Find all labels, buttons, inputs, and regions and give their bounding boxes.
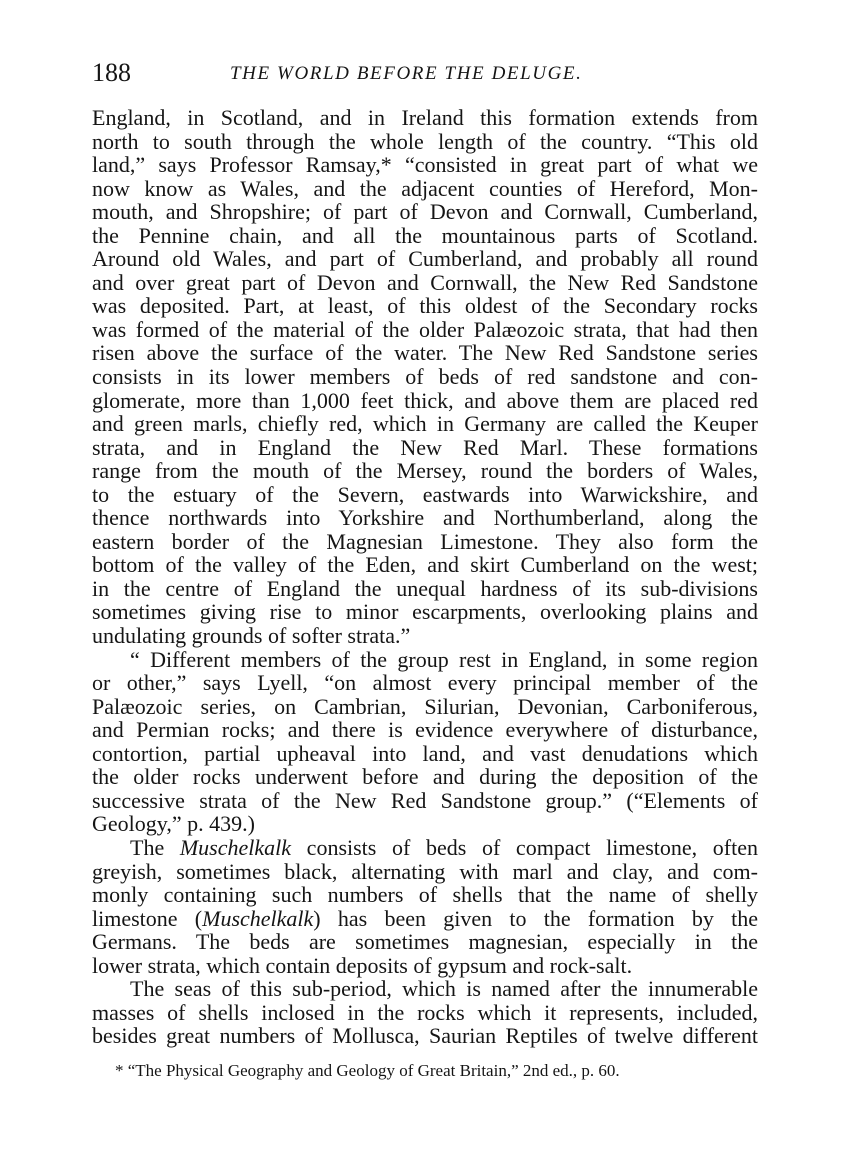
paragraph-4	[92, 977, 758, 1048]
text-line: the Pennine chain, and all the mountainous parts of Scotland.	[92, 222, 758, 248]
text-line: undulating grounds of softer strata.”	[92, 623, 411, 649]
text-line: range from the mouth of the Mersey, round the borders of Wales,	[92, 458, 758, 484]
text-line: Germans. The beds are sometimes magnesian, especially in the	[92, 929, 758, 955]
text-line: now know as Wales, and the adjacent counties of Hereford, Mon-	[92, 175, 758, 201]
text-line: or other,” says Lyell, “on almost every principal member of the	[92, 670, 758, 696]
text-line: mouth, and Shropshire; of part of Devon and Cornwall, Cumberland,	[92, 199, 758, 225]
body-text	[92, 106, 758, 1048]
text-line: successive strata of the New Red Sandstone group.” (“Elements of	[92, 787, 758, 813]
paragraph-2	[92, 648, 758, 836]
text-line: England, in Scotland, and in Ireland this formation extends from	[92, 105, 758, 130]
text-line: Around old Wales, and part of Cumberland, and probably all round	[92, 246, 758, 272]
text-line: “ Different members of the group rest in England, in some region	[130, 646, 758, 672]
text-line: to the estuary of the Severn, eastwards into Warwickshire, and	[92, 481, 758, 507]
text-line: Geology,” p. 439.)	[92, 811, 255, 837]
text-line	[92, 907, 758, 931]
page-number: 188	[92, 58, 131, 87]
text-line: Palæozoic series, on Cambrian, Silurian, Devonian, Carboniferous,	[92, 693, 758, 719]
text-line: greyish, sometimes black, alternating with marl and clay, and com-	[92, 858, 758, 884]
text-line: and Permian rocks; and there is evidence everywhere of disturbance,	[92, 717, 758, 743]
text-line: land,” says Professor Ramsay,* “consisted in great part of what we	[92, 152, 758, 178]
text-line: bottom of the valley of the Eden, and skirt Cumberland on the west;	[92, 552, 758, 578]
text-line: monly containing such numbers of shells that the name of shelly	[92, 882, 758, 908]
text-line: glomerate, more than 1,000 feet thick, and above them are placed red	[92, 387, 758, 413]
text-line: and over great part of Devon and Cornwall, the New Red Sandstone	[92, 269, 758, 295]
footnote: * “The Physical Geography and Geology of Great Britain,” 2nd ed., p. 60.	[115, 1061, 620, 1080]
text-line: and green marls, chiefly red, which in Germany are called the Keuper	[92, 411, 758, 437]
text-fragment: The	[130, 834, 180, 860]
italic-term: Muschelkalk	[202, 905, 314, 931]
paragraph-3	[92, 836, 758, 977]
text-fragment: consists of beds of compact limestone, often	[291, 834, 758, 860]
text-line	[92, 836, 758, 860]
italic-term: Muschelkalk	[179, 834, 292, 860]
running-title: THE WORLD BEFORE THE DELUGE.	[230, 63, 583, 84]
text-line: lower strata, which contain deposits of gypsum and rock-salt.	[92, 952, 633, 978]
text-line: The seas of this sub-period, which is named after the innumerable	[130, 976, 758, 1002]
text-line: was deposited. Part, at least, of this oldest of the Secondary rocks	[92, 293, 758, 319]
text-fragment: ) has been given to the formation by the	[313, 905, 758, 931]
text-line: the older rocks underwent before and during the deposition of the	[92, 764, 758, 790]
text-line: sometimes giving rise to minor escarpments, overlooking plains and	[92, 599, 758, 625]
text-line: thence northwards into Yorkshire and Northumberland, along the	[92, 505, 758, 531]
text-line: strata, and in England the New Red Marl. These formations	[92, 434, 758, 460]
text-line: consists in its lower members of beds of red sandstone and con-	[92, 364, 758, 390]
text-line: north to south through the whole length of the country. “This old	[92, 128, 758, 154]
paragraph-1	[92, 106, 758, 648]
text-line: in the centre of England the unequal hardness of its sub-divisions	[92, 575, 758, 601]
text-line: was formed of the material of the older Palæozoic strata, that had then	[92, 316, 758, 342]
book-page	[92, 58, 758, 1048]
running-head	[92, 58, 758, 98]
text-line: masses of shells inclosed in the rocks which it represents, included,	[92, 999, 758, 1025]
text-line: contortion, partial upheaval into land, and vast denudations which	[92, 740, 758, 766]
text-line: eastern border of the Magnesian Limestone. They also form the	[92, 528, 758, 554]
text-line: besides great numbers of Mollusca, Saurian Reptiles of twelve different	[92, 1023, 758, 1049]
text-fragment: limestone (	[92, 905, 203, 931]
text-line: risen above the surface of the water. The New Red Sandstone series	[92, 340, 758, 366]
